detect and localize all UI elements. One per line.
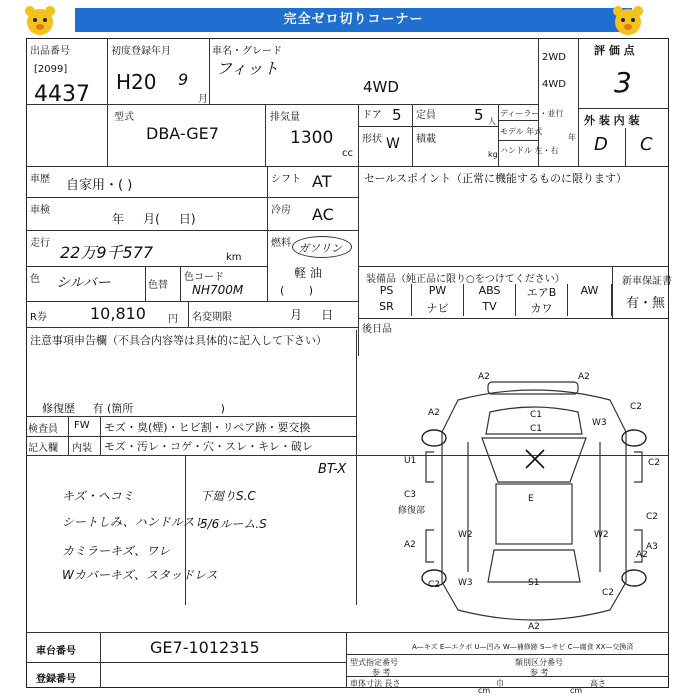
chassis-number: GE7-1012315 [150, 638, 260, 657]
fuel-diesel: 軽 油 [294, 266, 322, 280]
exterior-grade: D [594, 134, 608, 155]
inspector-row2: モズ・汚レ・コゲ・穴・スレ・キレ・破レ [104, 440, 313, 453]
recycle-label: R券 [30, 312, 47, 323]
fuel-gasoline-circle [292, 236, 352, 258]
shift-label: シフト [271, 174, 301, 185]
handwritten-line4: Wカバーキズ、スタッドレス [62, 568, 218, 582]
drive-option-2wd: 2WD [542, 52, 566, 63]
month-unit: 月 [198, 94, 208, 105]
damage-label: U1 [404, 456, 417, 466]
entry-label: 記入欄 [28, 443, 58, 454]
handwritten-line3: カミラーキズ、ワレ [62, 544, 171, 558]
handwritten-line2: シートしみ、ハンドルスレ [62, 515, 207, 529]
mileage-label: 走行 [30, 238, 50, 249]
height-label: 高さ [590, 679, 606, 688]
damage-label: C2 [602, 588, 615, 598]
door-label: ドア [362, 110, 382, 121]
damage-label: C2 [428, 580, 441, 590]
history-value: 自家用・( ) [66, 178, 133, 193]
warranty-label: 新車保証書 [622, 276, 672, 287]
damage-label: A3 [646, 542, 658, 552]
load-label: 積載 [416, 134, 436, 145]
lot-prefix: [2099] [34, 64, 68, 75]
equipment-row2-item: ナビ [412, 300, 464, 316]
first-reg-month: 9 [178, 70, 189, 89]
equipment-row2-item [568, 300, 612, 316]
kg-unit: kg [488, 150, 498, 159]
color-label: 色 [30, 274, 40, 285]
ac-label: 冷房 [271, 205, 291, 216]
cm-unit-1: cm [478, 686, 491, 695]
color-change-label: 色替 [148, 280, 168, 291]
yen-unit: 円 [168, 314, 178, 325]
mileage-value: 22万9千577 [60, 243, 154, 262]
km-unit: km [226, 252, 242, 263]
damage-label: C2 [646, 512, 659, 522]
damage-label: W3 [592, 418, 607, 428]
drive-type: 4WD [363, 78, 399, 96]
repair-history: 修復歴 有 (箇所 ) [42, 402, 225, 415]
model-year-label: モデル 年式 [500, 127, 543, 136]
name-change-value: 月 日 [290, 308, 334, 322]
ref-label-2: 参 考 [530, 668, 549, 677]
damage-legend: A—キズ E—エクボ U—凹み W—補修跡 S—サビ C—腐食 XX—交換済 [412, 643, 634, 651]
damage-label: E [528, 494, 534, 504]
type-cert-label: 型式指定番号 [350, 658, 398, 667]
ext-int-label: 外 装 内 装 [584, 114, 640, 127]
damage-label: W2 [594, 530, 609, 540]
handwritten-mid1: 下廻りS.C [200, 489, 256, 503]
equipment-label: 装備品（純正品に限り○をつけてください） [366, 274, 565, 285]
equipment-row2-item: SR [362, 300, 412, 316]
displacement-label: 排気量 [270, 112, 300, 123]
color-value: シルバー [56, 275, 111, 291]
capacity-label: 定員 [416, 110, 436, 121]
damage-label: A2 [578, 372, 590, 382]
banner-title: 完全ゼロ切りコーナー [75, 8, 632, 32]
notes-label: 注意事項申告欄（不具合内容等は具体的に記入して下さい） [30, 334, 327, 347]
equipment-row1-item: エアB [516, 284, 568, 300]
inspector-label: 検査員 [28, 424, 58, 435]
inspection-value: 年 月( 日) [112, 212, 196, 226]
sales-point-label: セールスポイント（正常に機能するものに限ります） [364, 172, 628, 185]
damage-label: A2 [404, 540, 416, 550]
class-label: 類別区分番号 [515, 658, 563, 667]
car-name-label: 車名・グレード [212, 46, 282, 57]
dealer-label: ディーラー・並行 [500, 109, 564, 118]
equipment-row2-item: TV [464, 300, 516, 316]
ref-label-1: 参 考 [372, 668, 391, 677]
damage-label: A2 [528, 622, 540, 632]
bt-code: BT-X [318, 462, 347, 477]
color-code-value: NH700M [192, 283, 244, 297]
shape-value: W [386, 136, 400, 152]
ac-value: AC [312, 205, 334, 224]
damage-label: W2 [458, 530, 473, 540]
cc-unit: cc [342, 148, 353, 159]
door-count: 5 [392, 106, 402, 124]
equipment-row2-item: カワ [516, 300, 568, 316]
equipment-row1-item: PS [362, 284, 412, 300]
chassis-label: 車台番号 [36, 646, 76, 657]
drive-option-4wd: 4WD [542, 79, 566, 90]
model-value: DBA-GE7 [146, 124, 219, 143]
lot-number: 4437 [34, 82, 90, 107]
handle-label: ハンドル 左・右 [500, 146, 559, 155]
damage-label: C2 [648, 458, 661, 468]
interior-grade: C [640, 134, 653, 155]
car-name: フィット [216, 59, 279, 78]
damage-label: C2 [630, 402, 643, 412]
score-label: 評 価 点 [594, 44, 635, 57]
inspector-row1: モズ・臭(煙)・ヒビ割・リペア跡・要交換 [104, 421, 311, 434]
reg-label: 登録番号 [36, 674, 76, 685]
cm-unit-2: cm [570, 686, 583, 695]
damage-label: C1 [530, 410, 543, 420]
fw-label: FW [74, 420, 90, 431]
damage-label: S1 [528, 578, 540, 588]
name-change-label: 名変期限 [192, 312, 232, 323]
damage-label: W3 [458, 578, 473, 588]
recycle-value: 10,810 [90, 304, 146, 323]
first-reg-label: 初度登録年月 [111, 46, 171, 57]
fuel-other: ( ) [280, 284, 314, 297]
interior-label: 内装 [72, 443, 92, 454]
warranty-value: 有・無 [626, 296, 666, 311]
fuel-gasoline: ガソリン [298, 242, 342, 255]
damage-label: A2 [478, 372, 490, 382]
damage-label: A2 [428, 408, 440, 418]
rear-items-label: 後日品 [362, 324, 392, 335]
mascot-bear-right-icon [610, 2, 646, 38]
era-year: H20 [116, 70, 157, 94]
person-unit: 人 [488, 117, 496, 126]
equipment-row1-item: PW [412, 284, 464, 300]
damage-label: A2 [636, 550, 648, 560]
damage-label: 修復部 [398, 506, 426, 516]
equipment-row1-item: ABS [464, 284, 516, 300]
score-value: 3 [614, 66, 632, 99]
color-code-label: 色コード [184, 272, 224, 283]
displacement-value: 1300 [290, 128, 334, 148]
handwritten-mid2: 5/6ルーム.S [200, 517, 267, 531]
year-unit: 年 [568, 133, 576, 142]
lot-label: 出品番号 [30, 46, 70, 57]
fuel-label: 燃料 [271, 238, 291, 249]
size-label: 車体寸法 長さ [350, 679, 401, 688]
shift-value: AT [312, 172, 332, 191]
width-label: 巾 [496, 679, 504, 688]
handwritten-line1: キズ・ヘコミ [62, 489, 134, 503]
shape-label: 形状 [362, 134, 382, 145]
damage-label: C1 [530, 424, 543, 434]
equipment-row1-item: AW [568, 284, 612, 300]
inspection-label: 車検 [30, 205, 50, 216]
damage-label: C3 [404, 490, 417, 500]
mascot-bear-left-icon [22, 2, 58, 38]
capacity-value: 5 [474, 106, 484, 124]
model-label: 型式 [114, 112, 134, 123]
history-label: 車歴 [30, 174, 50, 185]
